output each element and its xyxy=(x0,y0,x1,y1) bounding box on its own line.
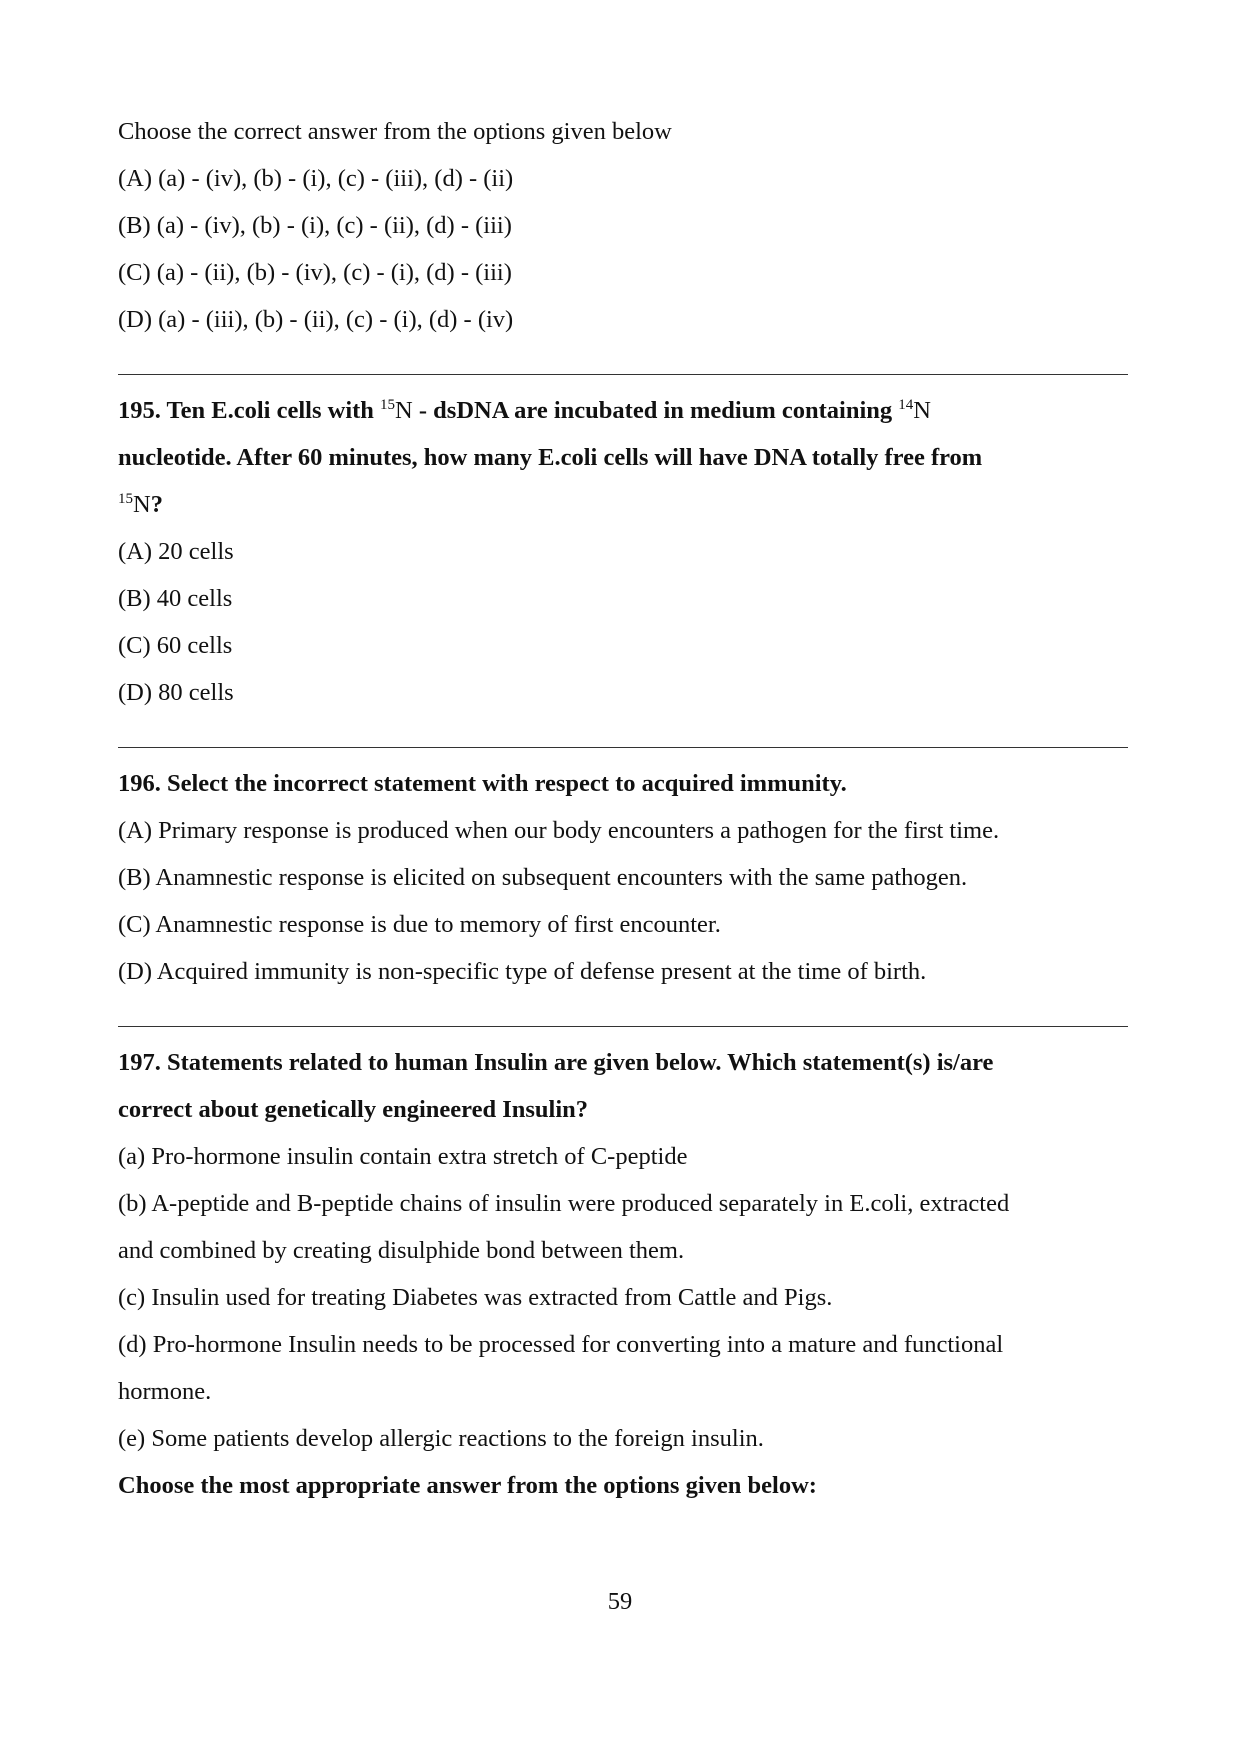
q194-prompt: Choose the correct answer from the options given below xyxy=(118,118,672,145)
q195-question-line-3: $^{15}$N? xyxy=(118,491,163,518)
q197-statement-d: (d) Pro-hormone Insulin needs to be processed for converting into a mature and functional xyxy=(118,1331,1004,1358)
q195-option-c: (C) 60 cells xyxy=(118,632,233,659)
q197-statement-c: (c) Insulin used for treating Diabetes was extracted from Cattle and Pigs. xyxy=(118,1284,833,1311)
q197-question-line-1: 197. Statements related to human Insulin are given below. Which statement(s) is/are xyxy=(118,1049,994,1076)
q196-option-d: (D) Acquired immunity is non-specific type of defense present at the time of birth. xyxy=(118,958,927,985)
q197 xyxy=(118,1039,1128,1509)
q194-option-a: (A) (a) - (iv), (b) - (i), (c) - (iii), (d) - (ii) xyxy=(118,165,514,192)
page-content xyxy=(118,108,1128,1509)
q197-statement-b: (b) A-peptide and B-peptide chains of insulin were produced separately in E.coli, extracted xyxy=(118,1190,1010,1217)
q194-option-b: (B) (a) - (iv), (b) - (i), (c) - (ii), (d) - (iii) xyxy=(118,212,512,239)
q195-option-a: (A) 20 cells xyxy=(118,538,234,565)
q197-question-line-2: correct about genetically engineered Insulin? xyxy=(118,1096,588,1123)
q195-option-d: (D) 80 cells xyxy=(118,679,234,706)
q196-option-b: (B) Anamnestic response is elicited on subsequent encounters with the same pathogen. xyxy=(118,864,968,891)
q194-option-c: (C) (a) - (ii), (b) - (iv), (c) - (i), (d) - (iii) xyxy=(118,259,512,286)
q196-option-a: (A) Primary response is produced when our body encounters a pathogen for the first time. xyxy=(118,817,1000,844)
q194-option-d: (D) (a) - (iii), (b) - (ii), (c) - (i), (d) - (iv) xyxy=(118,306,514,333)
q197-statement-a: (a) Pro-hormone insulin contain extra stretch of C-peptide xyxy=(118,1143,688,1170)
q195-option-b: (B) 40 cells xyxy=(118,585,233,612)
q197-statement-e: (e) Some patients develop allergic reactions to the foreign insulin. xyxy=(118,1425,764,1452)
q194-tail xyxy=(118,108,1128,343)
q197-prompt: Choose the most appropriate answer from the options given below: xyxy=(118,1472,817,1499)
page-number: 59 xyxy=(607,1588,633,1615)
q196-option-c: (C) Anamnestic response is due to memory of first encounter. xyxy=(118,911,721,938)
q196 xyxy=(118,760,1128,995)
q197-statement-b-cont: and combined by creating disulphide bond between them. xyxy=(118,1237,685,1264)
q195 xyxy=(118,387,1128,716)
q195-question-line-2: nucleotide. After 60 minutes, how many E.coli cells will have DNA totally free from xyxy=(118,444,983,471)
q196-question: 196. Select the incorrect statement with respect to acquired immunity. xyxy=(118,770,847,797)
q195-question-line-1: 195. Ten E.coli cells with $^{15}$N - dsDNA are incubated in medium containing $^{14}$N xyxy=(118,397,931,424)
q197-statement-d-cont: hormone. xyxy=(118,1378,212,1405)
